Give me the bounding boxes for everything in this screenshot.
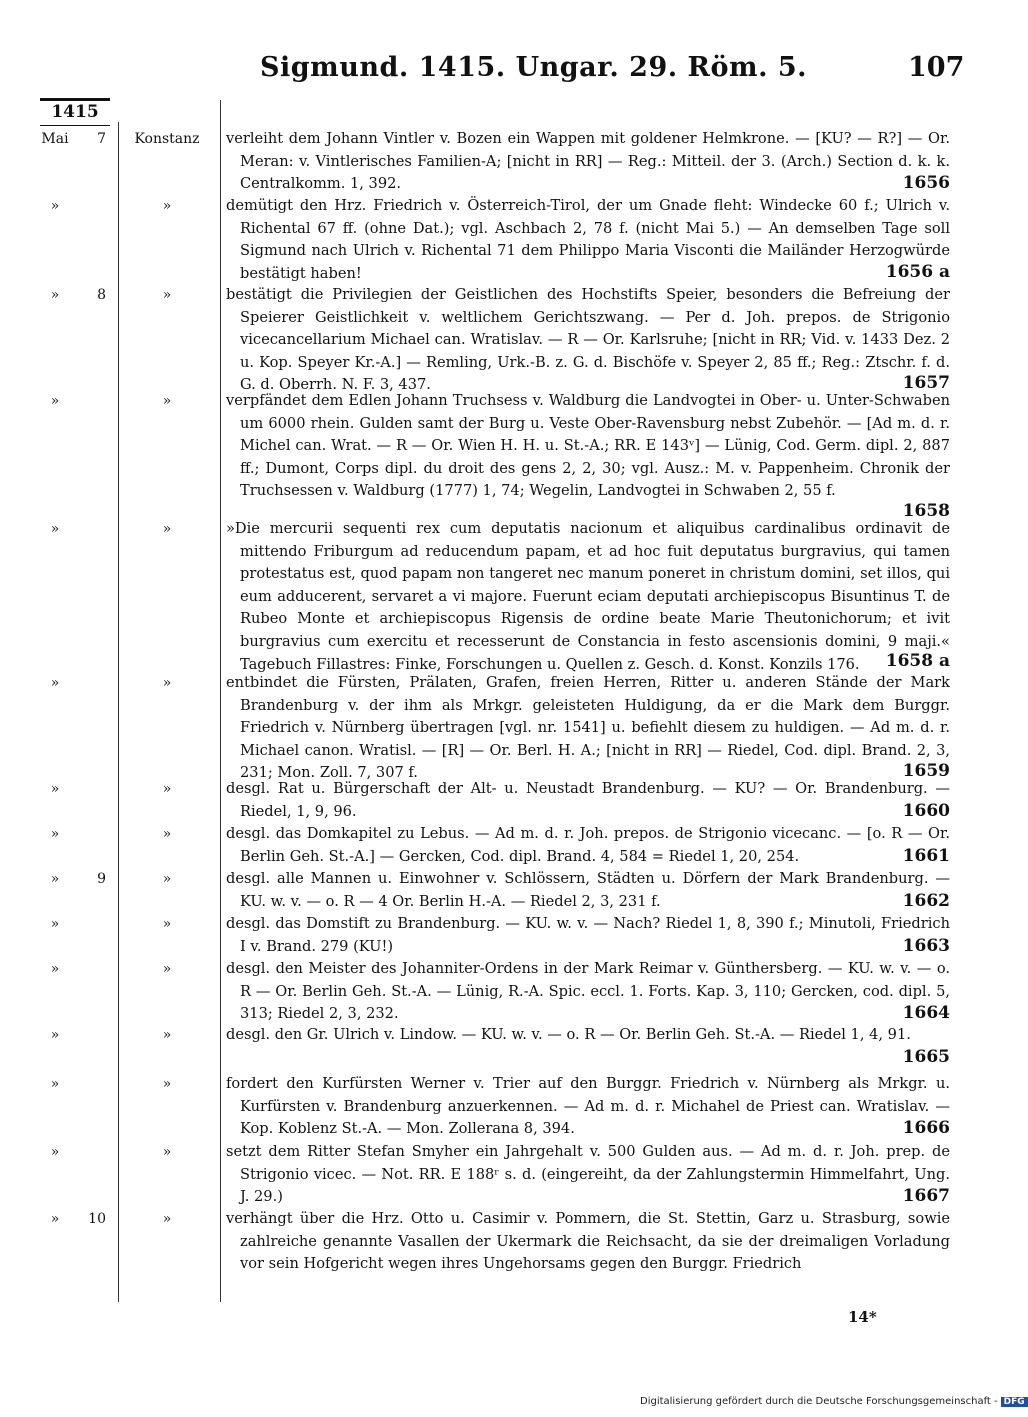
entry-text: setzt dem Ritter Stefan Smyher ein Jahrgehalt v. 500 Gulden aus. — Ad m. d. r. Joh. prep. de Strigonio vicec. — Not. RR. E 188ʳ s. d. (eingereiht, da der Zahlungstermin Himmelfahrt, Ung. J. 29.) [226, 1143, 950, 1206]
entry-month: » [50, 871, 60, 887]
entry-day: 8 [97, 287, 106, 303]
entry-number: 1661 [902, 846, 950, 866]
column-rule-place [220, 100, 221, 1302]
entry-text: fordert den Kurfürsten Werner v. Trier auf den Burggr. Friedrich v. Nürnberg als Mrkgr. u. Kurfürsten v. Brandenburg anzuerkennen. — Ad m. d. r. Michahel de Priest can. Wratislav. — Kop. Koblenz St.-A. — Mon. Zollerana 8, 394. [226, 1075, 950, 1138]
dfg-note-text: Digitalisierung gefördert durch die Deutsche Forschungsgemeinschaft - [640, 1396, 998, 1407]
dfg-note [640, 1396, 1028, 1407]
entry-place: » [162, 1211, 172, 1227]
entry-place: » [162, 1027, 172, 1043]
entry-text: desgl. den Gr. Ulrich v. Lindow. — KU. w. v. — o. R — Or. Berlin Geh. St.-A. — Riedel 1, 4, 91. [226, 1026, 911, 1043]
entry-number: 1662 [902, 891, 950, 911]
dfg-logo-badge: DFG [1001, 1397, 1028, 1407]
year-label: 1415 [40, 98, 110, 126]
entry-day: 7 [97, 131, 106, 147]
entry-text: verleiht dem Johann Vintler v. Bozen ein Wappen mit goldener Helmkrone. — [KU? — R?] — Or. Meran: v. Vintlerisches Familien-A; [nicht in RR] — Reg.: Mitteil. der 3. (Arch.) Section d. k. k. Centralkomm. 1, 392. [226, 130, 950, 193]
entry-month: » [50, 1076, 60, 1092]
entry-number: 1658 a [885, 651, 950, 671]
entry-place: » [162, 287, 172, 303]
entry-month: » [50, 1211, 60, 1227]
running-title: Sigmund. 1415. Ungar. 29. Röm. 5. [260, 52, 808, 83]
page-number: 107 [908, 52, 965, 83]
page-header [0, 52, 1000, 92]
entry-place: » [162, 781, 172, 797]
entry-month: » [50, 198, 60, 214]
entry-month: » [50, 675, 60, 691]
entry-number: 1663 [902, 936, 950, 956]
entry-text: desgl. Rat u. Bürgerschaft der Alt- u. Neustadt Brandenburg. — KU? — Or. Brandenburg. — Riedel, 1, 9, 96. [226, 780, 950, 820]
entry-text: desgl. alle Mannen u. Einwohner v. Schlössern, Städten u. Dörfern der Mark Brandenburg. — KU. w. v. — o. R — 4 Or. Berlin H.-A. — Riedel 2, 3, 231 f. [226, 870, 950, 910]
entry-text: desgl. das Domkapitel zu Lebus. — Ad m. d. r. Joh. prepos. de Strigonio vicecanc. — [o. R — Or. Berlin Geh. St.-A.] — Gercken, Cod. dipl. Brand. 4, 584 = Riedel 1, 20, 254. [226, 825, 950, 865]
entry-text: desgl. das Domstift zu Brandenburg. — KU. w. v. — Nach? Riedel 1, 8, 390 f.; Minutoli, Friedrich I v. Brand. 279 (KU!) [226, 915, 950, 955]
entry-text: entbindet die Fürsten, Prälaten, Grafen, freien Herren, Ritter u. anderen Stände der Mark Brandenburg v. der ihm als Mrkgr. geleisteten Huldigung, da er die Mark dem Burggr. Friedrich v. Nürnberg übertragen [vgl. nr. 1541] u. befiehlt diesem zu huldigen. — Ad m. d. r. Michael canon. Wratisl. — [R] — Or. Berl. H. A.; [nicht in RR] — Riedel, Cod. dipl. Brand. 2, 3, 231; Mon. Zoll. 7, 307 f. [226, 674, 950, 782]
entry-place: » [162, 1144, 172, 1160]
entry-place: » [162, 961, 172, 977]
entry-month: » [50, 826, 60, 842]
entry-number: 1660 [902, 801, 950, 821]
entry-place: » [162, 1076, 172, 1092]
entry-month: » [50, 961, 60, 977]
entry-place: » [162, 675, 172, 691]
entry-number: 1658 [902, 501, 950, 521]
entry-month: Mai [41, 131, 69, 147]
entry-place: Konstanz [134, 131, 200, 147]
entry-month: » [50, 781, 60, 797]
entry-month: » [50, 1027, 60, 1043]
signature-mark: 14* [848, 1308, 877, 1326]
entry-month: » [50, 287, 60, 303]
entry-text: verpfändet dem Edlen Johann Truchsess v. Waldburg die Landvogtei in Ober- u. Unter-Schwaben um 6000 rhein. Gulden samt der Burg u. Veste Ober-Ravensburg nebst Zubehör. — [Ad m. d. r. Michel can. Wrat. — R — Or. Wien H. H. u. St.-A.; RR. E 143ᵛ] — Lünig, Cod. Germ. dipl. 2, 887 ff.; Dumont, Corps dipl. du droit des gens 2, 2, 30; vgl. Ausz.: M. v. Pappenheim. Chronik der Truchsessen v. Waldburg (1777) 1, 74; Wegelin, Landvogtei in Schwaben 2, 55 f. [226, 392, 950, 500]
entry-number: 1664 [902, 1003, 950, 1023]
entry-month: » [50, 521, 60, 537]
entry-day: 9 [97, 871, 106, 887]
entry-number: 1657 [902, 373, 950, 393]
entry-month: » [50, 393, 60, 409]
entry-place: » [162, 871, 172, 887]
entry-place: » [162, 393, 172, 409]
entry-text: demütigt den Hrz. Friedrich v. Österreich-Tirol, der um Gnade fleht: Windecke 60 f.; Ulrich v. Richental 67 ff. (ohne Dat.); vgl. Aschbach 2, 78 f. (nicht Mai 5.) — An demselben Tage soll Sigmund nach Ulrich v. Richental 71 dem Philippo Maria Visconti die Mailänder Herzogwürde bestätigt haben! [226, 197, 950, 282]
entry-text: bestätigt die Privilegien der Geistlichen des Hochstifts Speier, besonders die Befreiung der Speierer Geistlichkeit v. weltlichem Gerichtszwang. — Per d. Joh. prepos. de Strigonio vicecancellarium Michael can. Wratislav. — R — Or. Karlsruhe; [nicht in RR; Vid. v. 1433 Dez. 2 u. Kop. Speyer Kr.-A.] — Remling, Urk.-B. z. G. d. Bischöfe v. Speyer 2, 85 ff.; Reg.: Ztschr. f. d. G. d. Oberrh. N. F. 3, 437. [226, 286, 950, 394]
entry-number: 1666 [902, 1118, 950, 1138]
entry-number: 1667 [902, 1186, 950, 1206]
entry-text: desgl. den Meister des Johanniter-Ordens in der Mark Reimar v. Günthersberg. — KU. w. v. — o. R — Or. Berlin Geh. St.-A. — Lünig, R.-A. Spic. eccl. 1. Forts. Kap. 3, 110; Gercken, cod. dipl. 5, 313; Riedel 2, 3, 232. [226, 960, 950, 1023]
entry-number: 1656 [902, 173, 950, 193]
entry-number: 1665 [902, 1047, 950, 1067]
entry-place: » [162, 198, 172, 214]
entry-number: 1659 [902, 761, 950, 781]
entry-month: » [50, 916, 60, 932]
entry-text: verhängt über die Hrz. Otto u. Casimir v. Pommern, die St. Stettin, Garz u. Strasburg, sowie zahlreiche genannte Vasallen der Ukermark die Reichsacht, da sie der dreimaligen Vorladung vor sein Hofgericht wegen ihres Ungehorsams gegen den Burggr. Friedrich [226, 1210, 950, 1273]
entry-text: »Die mercurii sequenti rex cum deputatis nacionum et aliquibus cardinalibus ordinavit de mittendo Friburgum ad reducendum papam, et ad hoc fuit deputatus burgravius, qui tamen protestatus est, quod papam non tangeret nec manum poneret in christum domini, set illos, qui eum adducerent, servaret a vi majore. Fuerunt eciam deputati archiepiscopus Bisuntinus T. de Rubeo Monte et archiepiscopus Rigensis de ordine beate Marie Theutonichorum; et ivit burgravius cum exercitu et recesserunt de Constancia in festo ascensionis domini, 9 maji.« Tagebuch Fillastres: Finke, Forschungen u. Quellen z. Gesch. d. Konst. Konzils 176. [226, 520, 950, 673]
entry-month: » [50, 1144, 60, 1160]
entry-place: » [162, 826, 172, 842]
entry-number: 1656 a [885, 262, 950, 282]
entry-day: 10 [88, 1211, 106, 1227]
entry-place: » [162, 916, 172, 932]
entry-place: » [162, 521, 172, 537]
